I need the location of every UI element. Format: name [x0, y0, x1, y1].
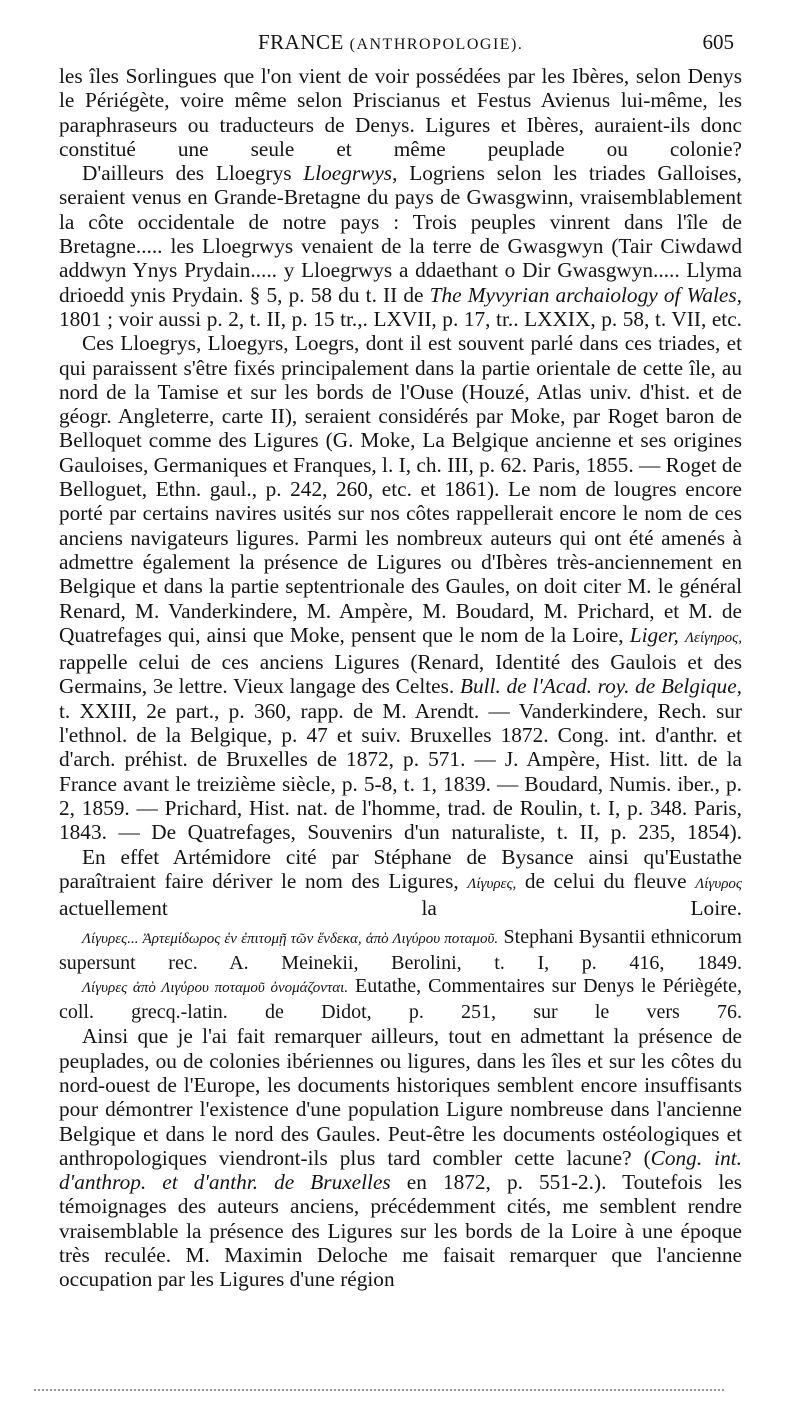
running-header	[0, 30, 800, 60]
citation-2: Λίγυρες ἀπὸ Λιγύρου ποταμοῦ ὀνομάζονται. Eutathe, Commentaires sur Denys le Périègéte, coll. grecq.-latin. de Didot, p. 251, sur le vers 76.	[59, 975, 742, 1023]
paragraph-1: les îles Sorlingues que l'on vient de voir possédées par les Ibères, selon Denys le Périégète, voire même selon Priscianus et Festus Avienus lui-même, les paraphraseurs ou traducteurs de Denys. Ligures et Ibères, auraient-ils donc constitué une seule et même peuplade ou colonie?	[59, 64, 742, 161]
paragraph-3: Ces Lloegrys, Lloegyrs, Loegrs, dont il est souvent parlé dans ces triades, et qui paraissent s'être fixés principalement dans la partie orientale de cette île, au nord de la Tamise et sur les bords de l'Ouse (Houzé, Atlas univ. d'hist. et de géogr. Angleterre, carte II), seraient considérés par Moke, par Roget baron de Belloquet comme des Ligures (G. Moke, La Belgique ancienne et ses origines Gauloises, Germaniques et Franques, l. I, ch. III, p. 62. Paris, 1855. — Roget de Belloguet, Ethn. gaul., p. 242, 260, etc. et 1861). Le nom de lougres encore porté par certains navires usités sur nos côtes rappellerait encore le nom de ces anciens navigateurs ligures. Parmi les nombreux auteurs qui ont été amenés à admettre également la présence de Ligures ou d'Ibères très-anciennement en Belgique et dans la partie septentrionale des Gaules, on doit citer M. le général Renard, M. Vanderkindere, M. Ampère, M. Boudard, M. Prichard, et M. de Quatrefages qui, ainsi que Moke, pensent que le nom de la Loire, Liger, Λείγηρος, rappelle celui de ces anciens Ligures (Renard, Identité des Gaulois et des Germains, 3e lettre. Vieux langage des Celtes. Bull. de l'Acad. roy. de Belgique, t. XXIII, 2e part., p. 360, rapp. de M. Arendt. — Vanderkindere, Rech. sur l'ethnol. de la Belgique, p. 47 et suiv. Bruxelles 1872. Cong. int. d'anthr. et d'arch. préhist. de Bruxelles de 1872, p. 571. — J. Ampère, Hist. litt. de la France avant le treizième siècle, p. 5-8, t. 1, 1839. — Boudard, Numis. iber., p. 2, 1859. — Prichard, Hist. nat. de l'homme, trad. de Roulin, t. I, p. 348. Paris, 1843. — De Quatrefages, Souvenirs d'un naturaliste, t. II, p. 235, 1854).	[59, 331, 742, 845]
greek-term: Λίγυρος	[695, 875, 742, 892]
greek-term: Λείγηρος,	[684, 629, 742, 646]
running-title: FRANCE (ANTHROPOLOGIE).	[258, 30, 524, 54]
body-text	[59, 64, 742, 1292]
paragraph-4: En effet Artémidore cité par Stéphane de Bysance ainsi qu'Eustathe paraîtraient faire dériver le nom des Ligures, Λίγυρες, de celui du fleuve Λίγυρος actuellement la Loire.	[59, 844, 742, 921]
paragraph-5: Ainsi que je l'ai fait remarquer ailleurs, tout en admettant la présence de peuplades, ou de colonies ibériennes ou ligures, dans les îles et sur les côtes du nord-ouest de l'Europe, les documents historiques semblent encore insuffisants pour démontrer l'existence d'une population Ligure nombreuse dans l'ancienne Belgique et dans le nord des Gaules. Peut-être les documents ostéologiques et anthropologiques viendront-ils plus tard combler cette lacune? (Cong. int. d'anthrop. et d'anthr. de Bruxelles en 1872, p. 551-2.). Toutefois les témoignages des auteurs anciens, précédemment cités, me semblent rendre vraisemblable la présence des Ligures sur les bords de la Loire à une époque très reculée. M. Maximin Deloche me faisait remarquer que l'ancienne occupation par les Ligures d'une région	[59, 1024, 742, 1292]
running-subtitle: (ANTHROPOLOGIE).	[349, 36, 524, 53]
greek-quote: Λίγυρες ἀπὸ Λιγύρου ποταμοῦ ὀνομάζονται.	[82, 980, 349, 997]
greek-term: Λίγυρες,	[467, 875, 517, 892]
page-number: 605	[702, 30, 734, 54]
paragraph-2: D'ailleurs des Lloegrys Lloegrwys, Logriens selon les triades Galloises, seraient venus en Grande-Bretagne du pays de Gwasgwinn, vraisemblablement la côte occidentale de notre pays : Trois peuples vinrent dans l'île de Bretagne..... les Lloegrwys venaient de la terre de Gwasgwyn (Tair Ciwdawd addwyn Ynys Prydain..... y Lloegrwys a ddaethant o Dir Gwasgwyn..... Llyma drioedd ynis Prydain. § 5, p. 58 du t. II de The Myvyrian archaiology of Wales, 1801 ; voir aussi p. 2, t. II, p. 15 tr.,. LXVII, p. 17, tr.. LXXIX, p. 58, t. VII, etc.	[59, 161, 742, 331]
citation-1: Λίγυρες... Ἀρτεμίδωρος ἐν ἐπιτομῇ τῶν ἕνδεκα, ἀπὸ Λιγύρου ποταμοῦ. Stephani Bysantii ethnicorum supersunt rec. A. Meinekii, Berolini, t. I, p. 416, 1849.	[59, 926, 742, 974]
bottom-dotted-rule	[34, 1389, 724, 1391]
greek-quote: Λίγυρες... Ἀρτεμίδωρος ἐν ἐπιτομῇ τῶν ἕνδεκα, ἀπὸ Λιγύρου ποταμοῦ.	[82, 931, 499, 948]
